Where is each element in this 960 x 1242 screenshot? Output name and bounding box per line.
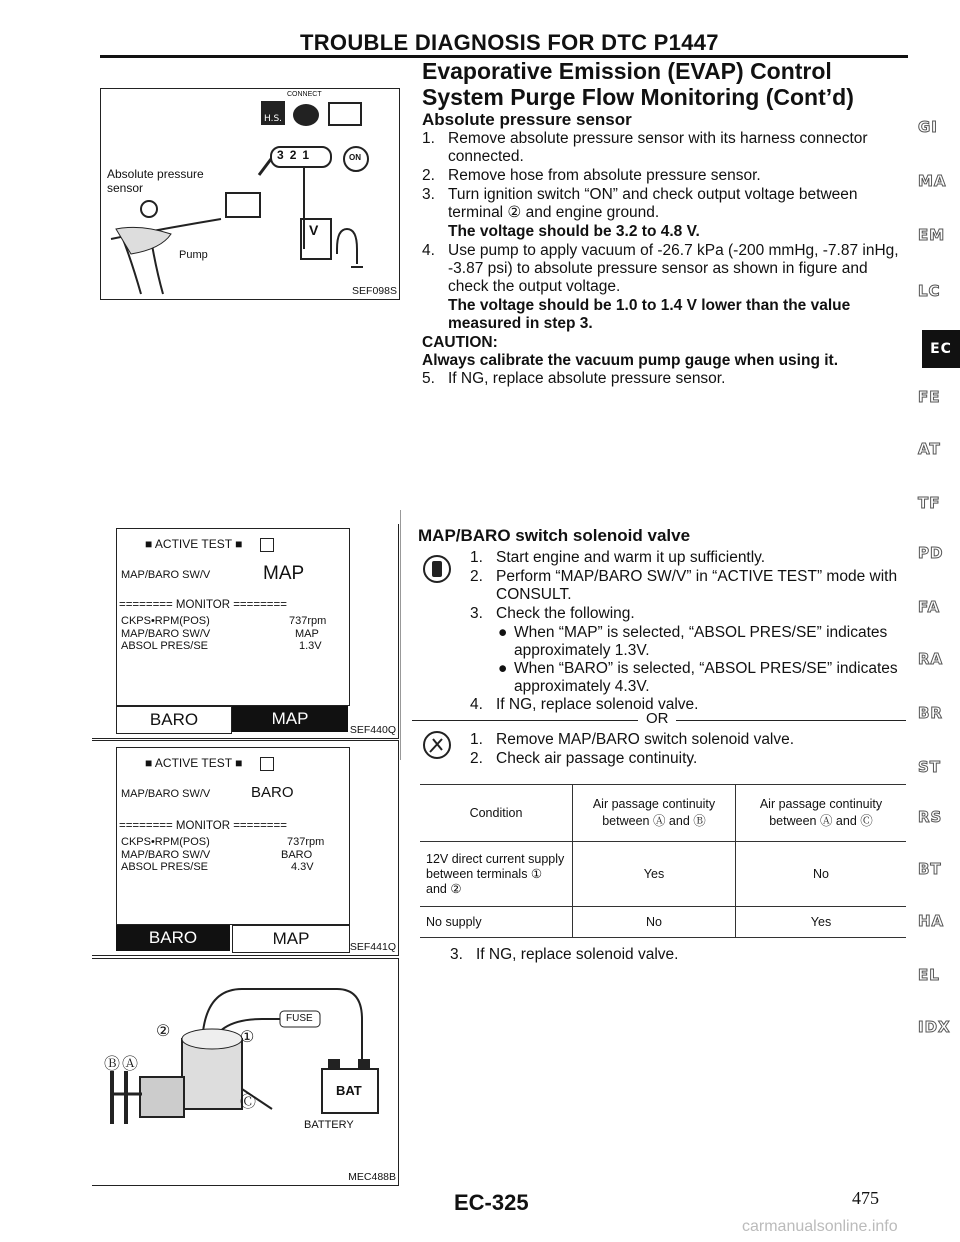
side-tab-lc[interactable]: LC	[918, 282, 941, 300]
table-cell: No supply	[420, 907, 573, 938]
or-divider-left	[412, 720, 638, 721]
column-divider	[400, 510, 401, 760]
spec-item: The voltage should be 1.0 to 1.4 V lower than the value measured in step 3.	[448, 297, 851, 332]
section-title: Evaporative Emission (EVAP) Control System Purge Flow Monitoring (Cont’d)	[422, 58, 854, 110]
absolute-sensor-steps	[422, 130, 907, 389]
baro-button[interactable]: BARO	[116, 706, 232, 734]
caution-label: CAUTION:	[422, 334, 498, 351]
table-row	[420, 907, 906, 938]
step-item: 1. Remove MAP/BARO switch solenoid valve.	[470, 731, 795, 748]
table-header: Air passage continuity between Ⓐ and Ⓑ	[573, 785, 736, 842]
or-label: OR	[646, 710, 669, 727]
screen-title: ■ ACTIVE TEST ■	[145, 756, 274, 771]
step-item: 3. Check the following.	[470, 605, 635, 622]
figure-code: SEF440Q	[349, 724, 396, 736]
side-tab-bt[interactable]: BT	[918, 860, 942, 878]
screen-title: ■ ACTIVE TEST ■	[145, 537, 274, 552]
screen-item: ABSOL PRES/SE 1.3V	[121, 640, 322, 652]
table-cell: Yes	[573, 842, 736, 907]
step-item: 2. Remove hose from absolute pressure sensor.	[422, 167, 761, 184]
figure-code: MEC488B	[348, 1171, 396, 1183]
screen-monitor: ======== MONITOR ========	[119, 820, 287, 832]
tools-icon	[422, 730, 452, 760]
step-item: 4. If NG, replace solenoid valve.	[470, 696, 699, 713]
table-cell: No	[573, 907, 736, 938]
side-tab-em[interactable]: EM	[918, 226, 946, 244]
bat-label: BAT	[336, 1083, 362, 1098]
side-tab-ec[interactable]: EC	[922, 330, 960, 368]
table-row	[420, 842, 906, 907]
bullet-item: ● When “BARO” is selected, “ABSOL PRES/SE” indicates approximately 4.3V.	[498, 660, 898, 695]
bullet-item: ● When “MAP” is selected, “ABSOL PRES/SE” indicates approximately 1.3V.	[498, 624, 888, 659]
on-label: ON	[349, 153, 361, 162]
screen-item: CKPS•RPM(POS) 737rpm	[121, 615, 327, 627]
side-tab-fe[interactable]: FE	[918, 388, 941, 406]
table-header: Condition	[420, 785, 573, 842]
side-tab-br[interactable]: BR	[918, 704, 943, 722]
final-step	[450, 946, 890, 965]
air-passage-table	[420, 784, 906, 938]
side-tab-st[interactable]: ST	[918, 758, 942, 776]
step-item: 5. If NG, replace absolute pressure sensor.	[422, 370, 726, 387]
side-tab-pd[interactable]: PD	[918, 544, 944, 562]
screen-row-value: MAP	[263, 563, 305, 584]
figure-consult-map	[92, 524, 399, 739]
page-code: EC-325	[454, 1190, 529, 1215]
screen-row-label: MAP/BARO SW/V	[121, 569, 211, 581]
sensor-label: Absolute pressure sensor	[107, 167, 204, 195]
figure-code: SEF441Q	[349, 941, 396, 953]
marker-1: ①	[240, 1029, 255, 1046]
table-header-row	[420, 785, 906, 842]
screen-row-label: MAP/BARO SW/V	[121, 788, 211, 800]
marker-b: Ⓑ	[104, 1056, 121, 1073]
figure-consult-baro	[92, 740, 399, 956]
terminal-1: 1	[302, 148, 310, 162]
screen-item: MAP/BARO SW/V BARO	[121, 849, 313, 861]
voltmeter-label: V	[309, 222, 319, 238]
consult-icon	[422, 554, 452, 584]
page-number: 475	[852, 1188, 879, 1208]
screen-monitor: ======== MONITOR ========	[119, 599, 287, 611]
step-item: 2. Perform “MAP/BARO SW/V” in “ACTIVE TEST” mode with CONSULT.	[470, 568, 898, 603]
side-tab-at[interactable]: AT	[918, 440, 941, 458]
baro-button-selected[interactable]: BARO	[116, 925, 230, 951]
pump-label: Pump	[179, 249, 208, 261]
terminal-3: 3	[277, 148, 284, 162]
side-tab-tf[interactable]: TF	[918, 494, 941, 512]
marker-2: ②	[156, 1023, 171, 1040]
screen-row-value: BARO	[251, 784, 294, 801]
side-tab-ma[interactable]: MA	[918, 172, 947, 190]
figure-code: SEF098S	[352, 285, 397, 297]
table-cell: 12V direct current supply between terminals ① and ②	[420, 842, 573, 907]
step-item: 1. Start engine and warm it up sufficiently.	[470, 549, 766, 566]
terminal-row	[277, 148, 309, 162]
consult-screen-baro	[116, 747, 350, 925]
hs-text: H.S.	[264, 114, 283, 124]
figure-absolute-sensor	[100, 88, 400, 300]
screen-item: MAP/BARO SW/V MAP	[121, 628, 319, 640]
step-item: 2. Check air passage continuity.	[470, 750, 698, 767]
connect-label: CONNECT	[287, 91, 322, 98]
marker-a: Ⓐ	[122, 1056, 139, 1073]
marker-c: Ⓒ	[240, 1094, 257, 1111]
terminal-2: 2	[289, 148, 297, 162]
step-item: 1. Remove absolute pressure sensor with its harness connector connected.	[422, 130, 868, 165]
spec-item: The voltage should be 3.2 to 4.8 V.	[448, 223, 700, 240]
caution-text: Always calibrate the vacuum pump gauge when using it.	[422, 352, 839, 369]
battery-label: BATTERY	[304, 1119, 354, 1131]
step-item: 4. Use pump to apply vacuum of -26.7 kPa (-200 mmHg, -7.87 inHg, -3.87 psi) to absolute pressure sensor as shown in figure and check the output voltage.	[422, 242, 899, 295]
step-item: 3. Turn ignition switch “ON” and check output voltage between terminal ② and engine ground.	[422, 186, 858, 221]
consult-screen-map	[116, 528, 350, 706]
alt-steps	[470, 731, 910, 769]
watermark: carmanualsonline.info	[742, 1218, 898, 1235]
map-button[interactable]: MAP	[232, 925, 350, 953]
side-tab-ra[interactable]: RA	[918, 650, 944, 668]
figure-solenoid-battery	[92, 958, 399, 1186]
page-title: TROUBLE DIAGNOSIS FOR DTC P1447	[300, 30, 719, 55]
screen-item: ABSOL PRES/SE 4.3V	[121, 861, 314, 873]
side-tab-ha[interactable]: HA	[918, 912, 945, 930]
side-tab-rs[interactable]: RS	[918, 808, 943, 826]
side-tab-el[interactable]: EL	[918, 966, 940, 984]
side-tab-idx[interactable]: IDX	[918, 1018, 951, 1036]
or-divider-right	[676, 720, 906, 721]
table-header: Air passage continuity between Ⓐ and Ⓒ	[736, 785, 907, 842]
solenoid-steps	[470, 549, 910, 715]
fuse-label: FUSE	[286, 1013, 313, 1024]
map-button-selected[interactable]: MAP	[232, 706, 348, 732]
side-tab-gi[interactable]: GI	[918, 118, 938, 136]
absolute-sensor-heading: Absolute pressure sensor	[422, 110, 632, 129]
screen-item: CKPS•RPM(POS) 737rpm	[121, 836, 325, 848]
table-cell: Yes	[736, 907, 907, 938]
table-cell: No	[736, 842, 907, 907]
side-tab-fa[interactable]: FA	[918, 598, 941, 616]
solenoid-heading: MAP/BARO switch solenoid valve	[418, 526, 691, 545]
step-item: 3. If NG, replace solenoid valve.	[450, 946, 679, 963]
